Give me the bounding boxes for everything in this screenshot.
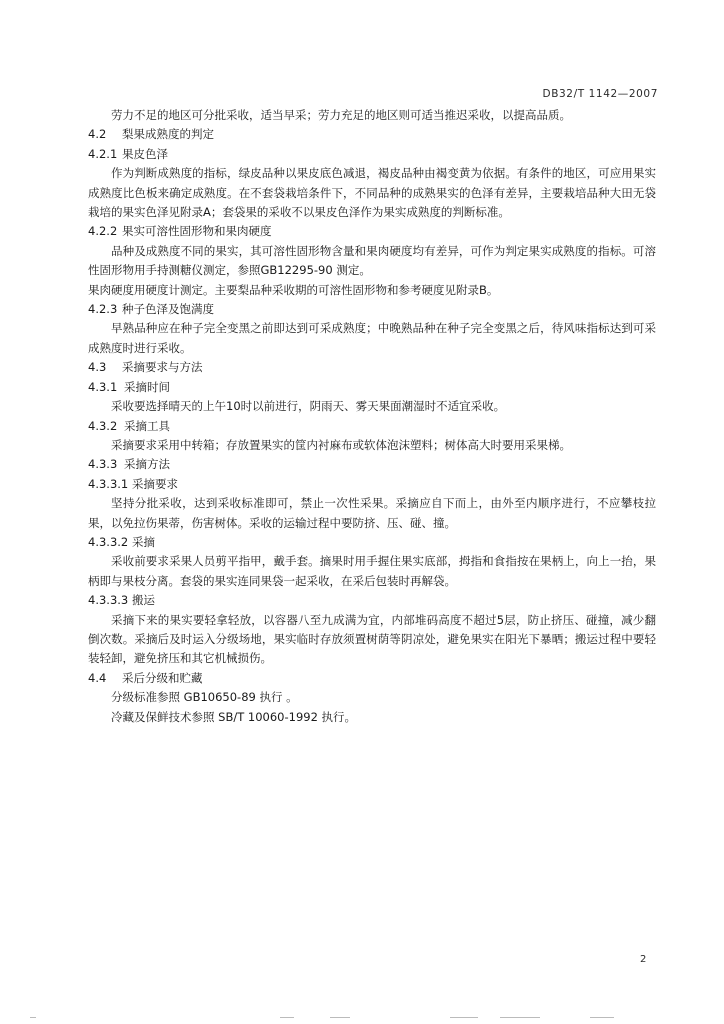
heading-4-3 (88, 358, 656, 377)
heading-4-3-3-3 (88, 591, 656, 610)
section-number: 4.2 (88, 127, 107, 142)
paragraph-4-3-1: 采收要选择晴天的上午10时以前进行，阴雨天、雾天果面潮湿时不适宜采收。 (111, 399, 506, 414)
section-title: 采摘方法 (124, 457, 170, 472)
section-title: 果实可溶性固形物和果肉硬度 (122, 224, 272, 239)
section-title: 采摘要求 (132, 476, 178, 491)
paragraph-4-2-1: 作为判断成熟度的指标，绿皮品种以果皮底色减退，褐皮品种由褐变黄为依据。有条件的地区，可应用果实成熟度比色板来确定成熟度。在不套袋栽培条件下，不同品种的成熟果实的色泽有差异，主要栽培品种大田无袋栽培的果实色泽见附录A；套袋果的采收不以果皮色泽作为果实成熟度的判断标准。 (88, 166, 656, 220)
section-number: 4.3.3.3 (88, 593, 129, 608)
heading-4-3-1 (88, 378, 656, 397)
paragraph-4-3-2: 采摘要求采用中转箱；存放置果实的筐内衬麻布或软体泡沫塑料；树体高大时要用采果梯。 (111, 437, 571, 452)
heading-4-4 (88, 669, 656, 688)
heading-4-2-2 (88, 222, 656, 241)
section-title: 果皮色泽 (122, 146, 168, 161)
paragraph-continued: 劳力不足的地区可分批采收，适当早采；劳力充足的地区则可适当推迟采收，以提高品质。 (111, 108, 571, 122)
heading-4-2 (88, 125, 656, 144)
section-number: 4.3.1 (88, 379, 118, 394)
section-number: 4.3.3 (88, 457, 118, 472)
paragraph-4-4-b: 冷藏及保鲜技术参照 SB/T 10060-1992 执行。 (111, 709, 357, 724)
paragraph-4-2-2-a: 品种及成熟度不同的果实，其可溶性固形物含量和果肉硬度均有差异，可作为判定果实成熟度的指标。可溶性固形物用手持测糖仪测定，参照GB12295-90 测定。 (88, 243, 656, 278)
section-number: 4.2.3 (88, 302, 118, 317)
section-number: 4.3.3.1 (88, 476, 129, 491)
heading-4-3-3-2 (88, 533, 656, 552)
section-number: 4.4 (88, 670, 107, 685)
document-body (88, 106, 656, 727)
heading-4-3-2 (88, 417, 656, 436)
heading-4-3-3 (88, 455, 656, 474)
section-title: 梨果成熟度的判定 (122, 127, 214, 142)
section-title: 搬运 (132, 593, 155, 608)
paragraph-4-4-a: 分级标准参照 GB10650-89 执行 。 (111, 690, 298, 705)
document-code: DB32/T 1142—2007 (542, 88, 658, 100)
paragraph-4-3-3-3: 采摘下来的果实要轻拿轻放，以容器八至九成满为宜，内部堆码高度不超过5层，防止挤压、碰撞，减少翻倒次数。采摘后及时运入分级场地，果实临时存放须置树荫等阴凉处，避免果实在阳光下暴晒；搬运过程中要轻装轻卸，避免挤压和其它机械损伤。 (88, 612, 656, 666)
scan-artifact (30, 1016, 670, 1019)
page-number: 2 (640, 954, 647, 965)
section-title: 采摘工具 (124, 418, 170, 433)
section-title: 采摘时间 (124, 379, 170, 394)
paragraph-4-3-3-1: 坚持分批采收，达到采收标准即可，禁止一次性采果。采摘应自下而上，由外至内顺序进行，不应攀枝拉果，以免拉伤果蒂，伤害树体。采收的运输过程中要防挤、压、碰、撞。 (88, 496, 656, 530)
paragraph-4-2-2-b: 果肉硬度用硬度计测定。主要梨品种采收期的可溶性固形物和参考硬度见附录B。 (88, 282, 499, 297)
paragraph-4-3-3-2: 采收前要求采果人员剪平指甲，戴手套。摘果时用手握住果实底部，拇指和食指按在果柄上，向上一抬，果柄即与果枝分离。套袋的果实连同果袋一起采收，在采后包装时再解袋。 (88, 554, 656, 588)
section-title: 种子色泽及饱满度 (122, 302, 214, 317)
section-number: 4.3.3.2 (88, 534, 129, 549)
paragraph-4-2-3: 早熟品种应在种子完全变黑之前即达到可采成熟度；中晚熟品种在种子完全变黑之后，待风味指标达到可采成熟度时进行采收。 (88, 321, 656, 355)
heading-4-2-3 (88, 300, 656, 319)
heading-4-2-1 (88, 145, 656, 164)
section-title: 采摘要求与方法 (122, 360, 203, 375)
section-number: 4.3 (88, 360, 107, 375)
section-title: 采后分级和贮藏 (122, 670, 203, 685)
section-number: 4.2.2 (88, 224, 118, 239)
heading-4-3-3-1 (88, 475, 656, 494)
section-number: 4.2.1 (88, 146, 118, 161)
section-number: 4.3.2 (88, 418, 118, 433)
section-title: 采摘 (132, 534, 155, 549)
